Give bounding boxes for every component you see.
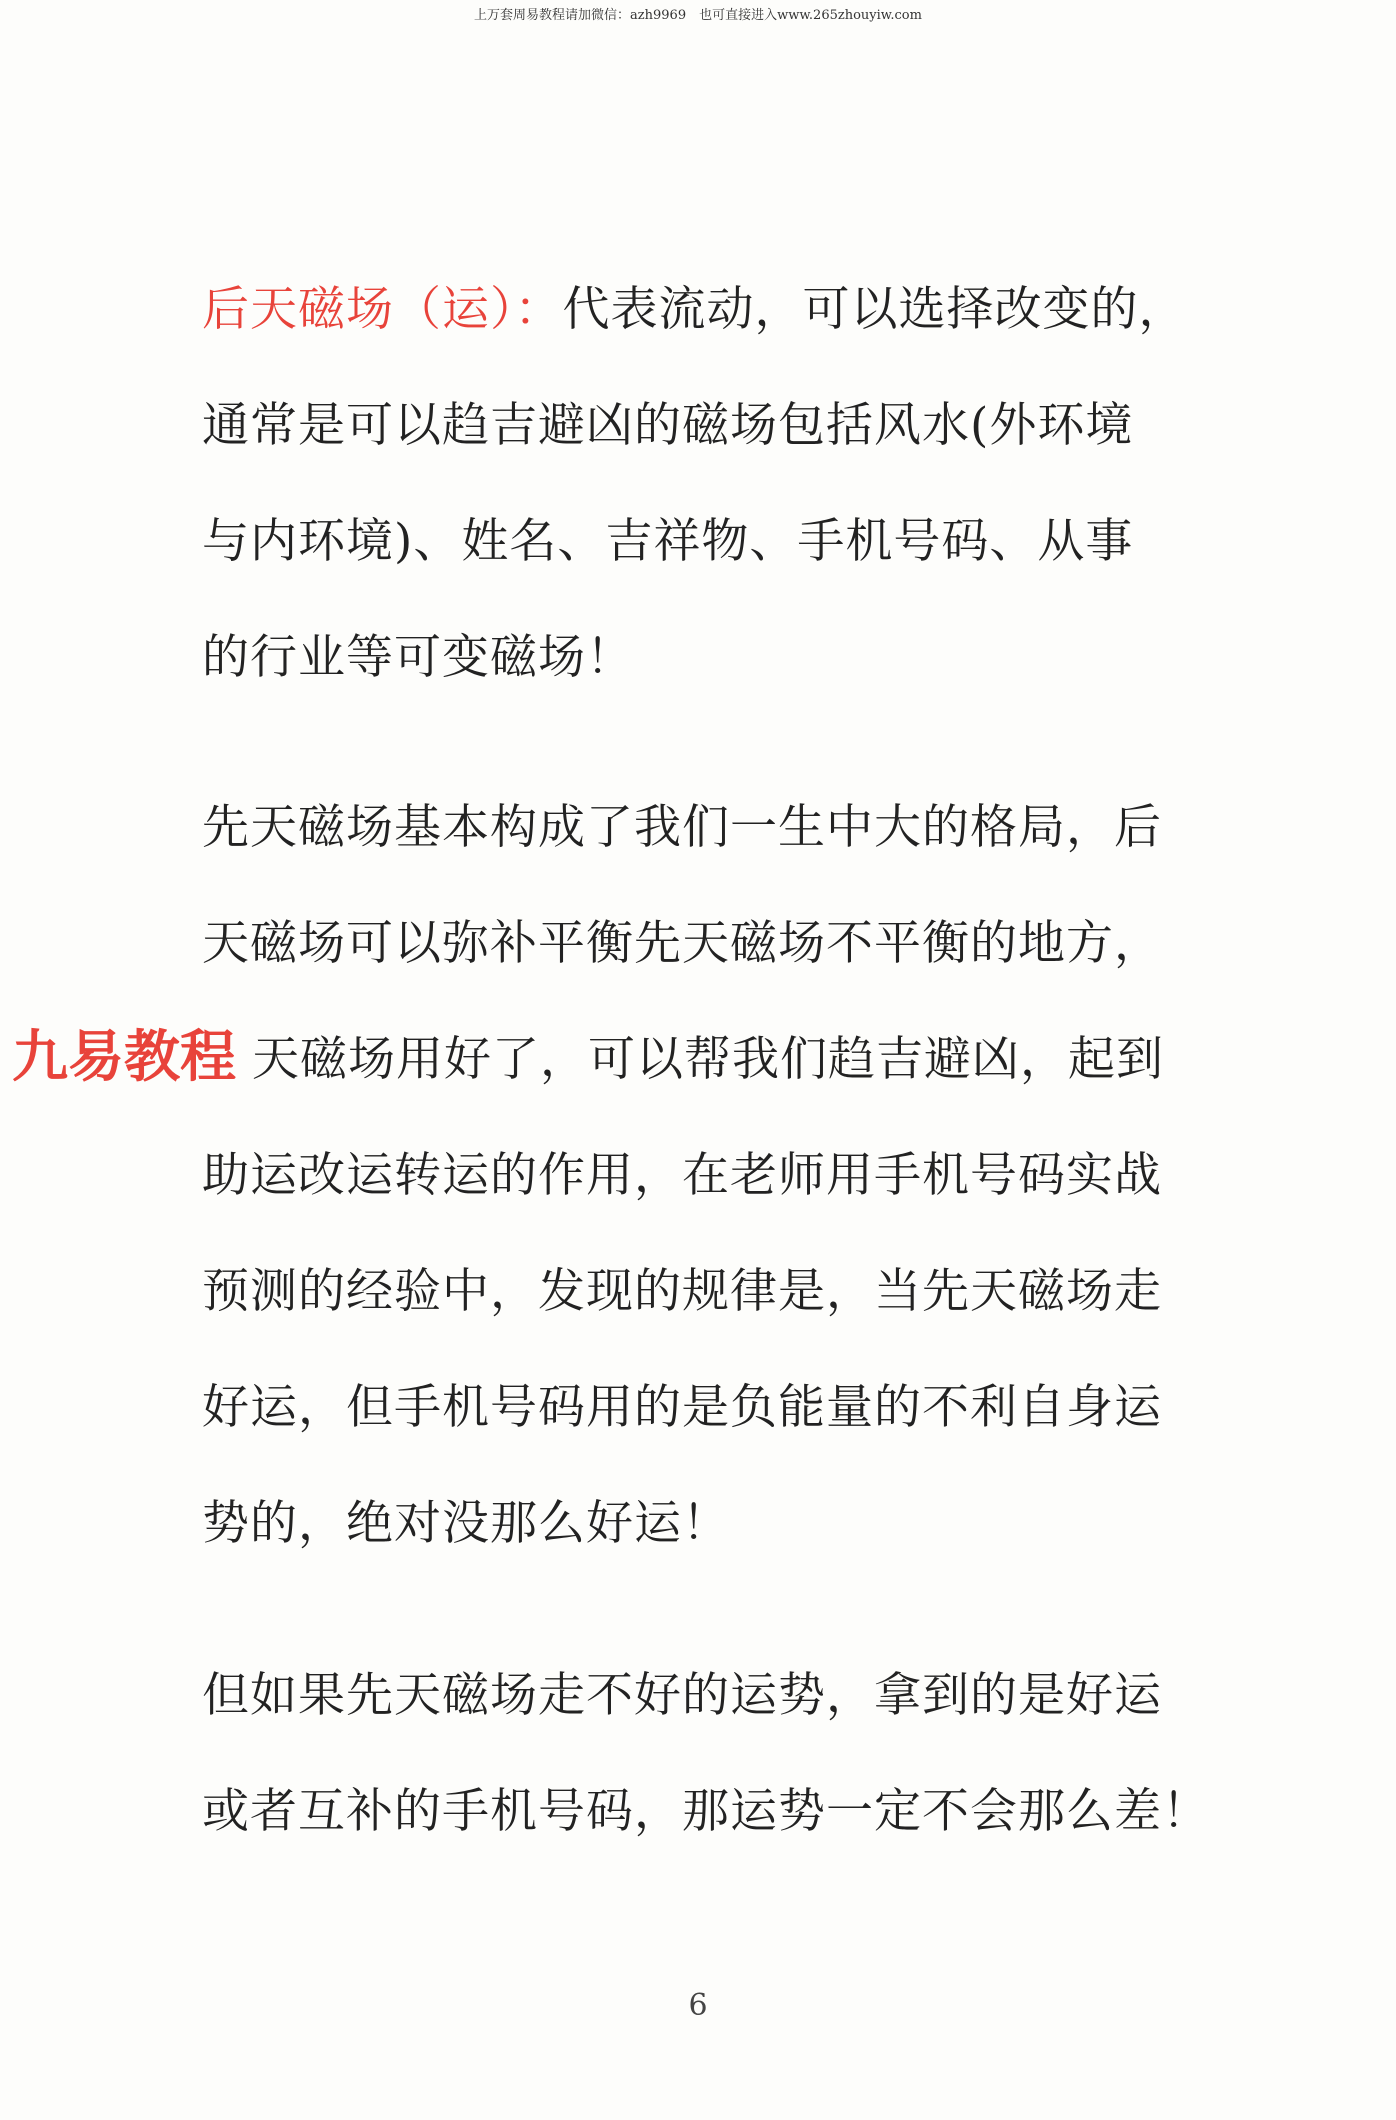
paragraph-line xyxy=(202,270,1187,350)
paragraph-line: 与内环境)、姓名、吉祥物、手机号码、从事 xyxy=(202,514,1134,569)
paragraph-line: 的行业等可变磁场！ xyxy=(202,630,634,685)
header-note: 上万套周易教程请加微信：azh9969 也可直接进入www.265zhouyiw.com xyxy=(474,8,922,23)
paragraph-line: 势的，绝对没那么好运！ xyxy=(202,1496,730,1551)
paragraph-line: 通常是可以趋吉避凶的磁场包括风水(外环境 xyxy=(202,398,1134,453)
line-text: 代表流动，可以选择改变的， xyxy=(562,282,1187,337)
paragraph-line: 或者互补的手机号码，那运势一定不会那么差！ xyxy=(202,1784,1210,1839)
paragraph-line: 预测的经验中，发现的规律是，当先天磁场走 xyxy=(202,1264,1162,1319)
watermark-logo: 九易教程 xyxy=(12,1025,236,1090)
paragraph-line: 天磁场可以弥补平衡先天磁场不平衡的地方， xyxy=(202,916,1162,971)
paragraph-line: 但如果先天磁场走不好的运势，拿到的是好运 xyxy=(202,1668,1162,1723)
page-number: 6 xyxy=(688,1988,708,2023)
paragraph-line: 助运改运转运的作用，在老师用手机号码实战 xyxy=(202,1148,1162,1203)
paragraph-line: 先天磁场基本构成了我们一生中大的格局，后 xyxy=(202,800,1162,855)
paragraph-line: 好运，但手机号码用的是负能量的不利自身运 xyxy=(202,1380,1162,1435)
section-heading: 后天磁场（运）： xyxy=(202,282,563,337)
paragraph-line: 天磁场用好了，可以帮我们趋吉避凶，起到 xyxy=(252,1032,1164,1087)
